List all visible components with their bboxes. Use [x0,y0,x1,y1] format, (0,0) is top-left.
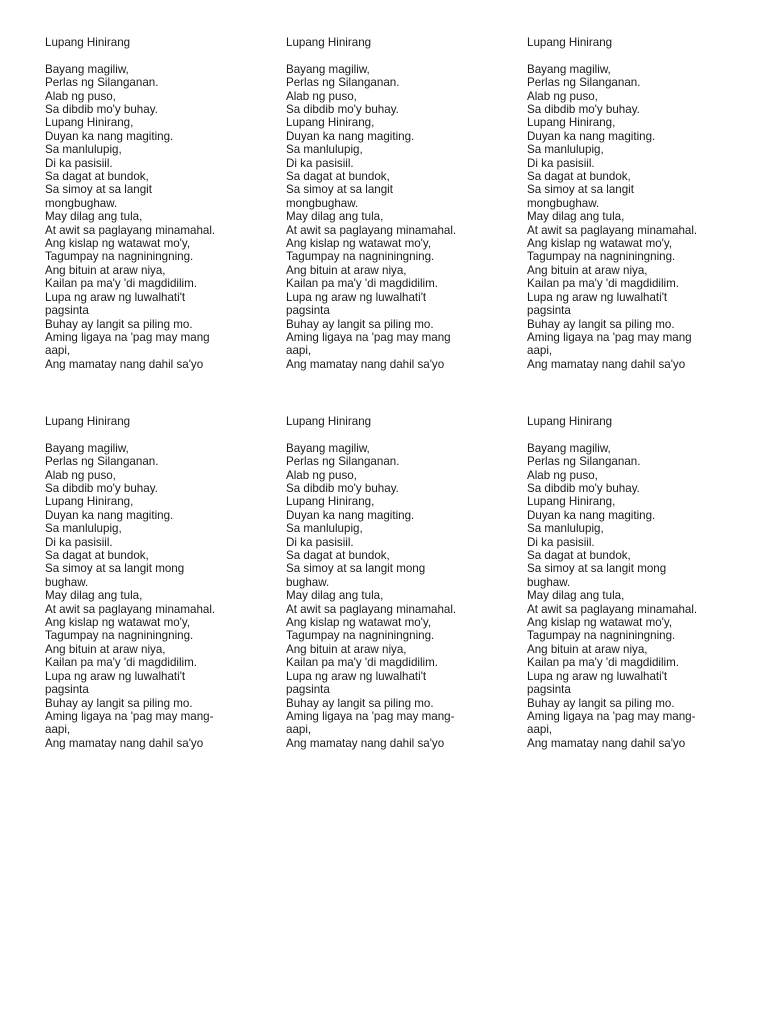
lyric-line: Buhay ay langit sa piling mo. [45,696,193,710]
lyric-line: Sa manlulupig, [286,143,363,157]
lyric-line: Sa dagat at bundok, [45,549,149,563]
lyric-line: pagsinta [527,683,571,697]
lyric-line: Ang mamatay nang dahil sa'yo [527,736,686,750]
anthem-copy [286,36,516,371]
lyric-line: Tagumpay na nagniningning. [286,629,435,643]
lyric-line: pagsinta [286,304,330,318]
bottom-row [0,415,768,775]
lyric-line: Lupa ng araw ng luwalhati't [527,290,668,304]
lyric-line: Alab ng puso, [286,468,357,482]
lyric-line: Sa simoy at sa langit mong [527,562,667,576]
lyric-line: Duyan ka nang magiting. [286,508,415,522]
lyric-line: Bayang magiliw, [286,441,370,455]
lyric-line: Tagumpay na nagniningning. [45,629,194,643]
lyric-line: Lupang Hinirang, [45,116,134,130]
lyric-line: Buhay ay langit sa piling mo. [286,696,434,710]
lyric-line: May dilag ang tula, [45,589,143,603]
anthem-title: Lupang Hinirang [45,36,131,49]
lyric-line: aapi, [527,723,553,737]
lyric-line: May dilag ang tula, [527,210,625,224]
lyric-line: At awit sa paglayang minamahal. [527,223,698,237]
lyric-line: Bayang magiliw, [45,62,129,76]
lyric-line: Bayang magiliw, [527,441,611,455]
lyric-line: Aming ligaya na 'pag may mang- [527,709,696,723]
lyric-line: Perlas ng Silanganan. [527,455,641,469]
lyric-line: Lupang Hinirang, [286,495,375,509]
lyric-line: At awit sa paglayang minamahal. [45,223,216,237]
lyric-line: Ang bituin at araw niya, [45,642,166,656]
lyric-line: At awit sa paglayang minamahal. [286,602,457,616]
lyric-line: Perlas ng Silanganan. [527,76,641,90]
lyric-line: Sa dagat at bundok, [527,170,631,184]
lyric-line: Ang kislap ng watawat mo'y, [45,616,191,630]
anthem-copy [286,415,516,750]
lyric-line: Sa manlulupig, [527,143,604,157]
lyric-line: bughaw. [286,575,330,589]
lyric-line: Kailan pa ma'y 'di magdidilim. [286,277,438,291]
lyric-line: Di ka pasisiil. [286,156,354,170]
lyric-line: Bayang magiliw, [45,441,129,455]
lyric-line: Sa dibdib mo'y buhay. [527,103,640,117]
anthem-lyrics [527,63,757,371]
lyric-line: Alab ng puso, [527,89,598,103]
lyric-line: Di ka pasisiil. [527,156,595,170]
lyric-line: Ang mamatay nang dahil sa'yo [286,357,445,371]
lyric-line: pagsinta [527,304,571,318]
lyric-line: Buhay ay langit sa piling mo. [45,317,193,331]
lyric-line: Duyan ka nang magiting. [45,129,174,143]
lyric-line: Sa dagat at bundok, [45,170,149,184]
lyric-line: aapi, [45,344,71,358]
lyric-line: Duyan ka nang magiting. [527,508,656,522]
lyric-line: At awit sa paglayang minamahal. [286,223,457,237]
lyric-line: Ang kislap ng watawat mo'y, [286,616,432,630]
lyric-line: Kailan pa ma'y 'di magdidilim. [45,656,197,670]
lyric-line: Sa simoy at sa langit [527,183,634,197]
lyric-line: Perlas ng Silanganan. [45,455,159,469]
lyric-line: aapi, [286,344,312,358]
lyric-line: Sa simoy at sa langit [286,183,393,197]
lyric-line: Perlas ng Silanganan. [286,455,400,469]
lyric-line: Sa simoy at sa langit mong [286,562,426,576]
lyric-line: Sa dibdib mo'y buhay. [286,482,399,496]
lyric-line: Sa dagat at bundok, [527,549,631,563]
lyric-line: pagsinta [45,683,89,697]
anthem-copy [527,415,757,750]
lyric-line: Buhay ay langit sa piling mo. [527,696,675,710]
anthem-lyrics [527,442,757,750]
lyric-line: Sa dibdib mo'y buhay. [286,103,399,117]
anthem-copy [45,36,275,371]
lyric-line: Tagumpay na nagniningning. [45,250,194,264]
lyric-line: Sa manlulupig, [45,522,122,536]
lyric-line: At awit sa paglayang minamahal. [45,602,216,616]
lyric-line: Duyan ka nang magiting. [286,129,415,143]
lyric-line: mongbughaw. [527,196,600,210]
lyric-line: Sa manlulupig, [286,522,363,536]
lyric-line: aapi, [527,344,553,358]
lyric-line: Kailan pa ma'y 'di magdidilim. [286,656,438,670]
anthem-lyrics [286,442,516,750]
lyric-line: Sa dibdib mo'y buhay. [45,482,158,496]
lyric-line: Di ka pasisiil. [45,535,113,549]
lyric-line: bughaw. [45,575,89,589]
lyric-line: Di ka pasisiil. [45,156,113,170]
lyric-line: Alab ng puso, [45,468,116,482]
anthem-lyrics [45,442,275,750]
lyric-line: mongbughaw. [45,196,118,210]
anthem-copy [45,415,275,750]
lyric-line: Lupang Hinirang, [527,116,616,130]
lyric-line: Bayang magiliw, [527,62,611,76]
lyric-line: Perlas ng Silanganan. [45,76,159,90]
lyric-line: pagsinta [286,683,330,697]
lyric-line: May dilag ang tula, [286,589,384,603]
lyric-line: Di ka pasisiil. [527,535,595,549]
lyric-line: Aming ligaya na 'pag may mang [45,330,210,344]
lyric-line: mongbughaw. [286,196,359,210]
lyric-line: Di ka pasisiil. [286,535,354,549]
lyric-line: Tagumpay na nagniningning. [527,629,676,643]
anthem-title: Lupang Hinirang [286,415,372,428]
lyric-line: bughaw. [527,575,571,589]
anthem-copy [527,36,757,371]
lyric-line: Ang kislap ng watawat mo'y, [286,237,432,251]
top-row [0,36,768,396]
lyric-line: Sa manlulupig, [45,143,122,157]
anthem-lyrics [286,63,516,371]
lyric-line: Ang bituin at araw niya, [527,642,648,656]
lyric-line: Aming ligaya na 'pag may mang- [45,709,214,723]
lyric-line: Ang bituin at araw niya, [286,642,407,656]
lyric-line: Lupa ng araw ng luwalhati't [286,290,427,304]
lyric-line: aapi, [286,723,312,737]
lyric-line: Duyan ka nang magiting. [527,129,656,143]
lyric-line: May dilag ang tula, [527,589,625,603]
lyric-line: Lupa ng araw ng luwalhati't [286,669,427,683]
lyric-line: Buhay ay langit sa piling mo. [527,317,675,331]
lyric-line: aapi, [45,723,71,737]
lyric-line: Sa simoy at sa langit [45,183,152,197]
lyric-line: Tagumpay na nagniningning. [286,250,435,264]
anthem-title: Lupang Hinirang [45,415,131,428]
lyric-line: Alab ng puso, [286,89,357,103]
lyric-line: Aming ligaya na 'pag may mang- [286,709,455,723]
lyric-line: Kailan pa ma'y 'di magdidilim. [527,277,679,291]
lyric-line: Lupang Hinirang, [527,495,616,509]
lyric-line: Bayang magiliw, [286,62,370,76]
lyric-line: Duyan ka nang magiting. [45,508,174,522]
lyric-line: Sa manlulupig, [527,522,604,536]
lyric-line: May dilag ang tula, [45,210,143,224]
anthem-title: Lupang Hinirang [527,415,613,428]
lyric-line: Lupang Hinirang, [286,116,375,130]
lyric-line: Tagumpay na nagniningning. [527,250,676,264]
lyric-line: Lupang Hinirang, [45,495,134,509]
lyric-line: Buhay ay langit sa piling mo. [286,317,434,331]
lyric-line: Sa simoy at sa langit mong [45,562,185,576]
lyric-line: Ang mamatay nang dahil sa'yo [45,736,204,750]
lyric-line: Alab ng puso, [45,89,116,103]
lyric-line: Lupa ng araw ng luwalhati't [45,290,186,304]
lyric-line: Ang bituin at araw niya, [286,263,407,277]
lyric-line: Ang mamatay nang dahil sa'yo [45,357,204,371]
lyric-line: Sa dagat at bundok, [286,170,390,184]
lyric-line: Aming ligaya na 'pag may mang [286,330,451,344]
lyric-line: Kailan pa ma'y 'di magdidilim. [527,656,679,670]
lyric-line: Ang bituin at araw niya, [527,263,648,277]
lyric-line: Ang kislap ng watawat mo'y, [45,237,191,251]
lyric-line: Sa dagat at bundok, [286,549,390,563]
lyric-line: Alab ng puso, [527,468,598,482]
anthem-title: Lupang Hinirang [286,36,372,49]
lyric-line: Ang kislap ng watawat mo'y, [527,616,673,630]
lyric-line: May dilag ang tula, [286,210,384,224]
lyric-line: Lupa ng araw ng luwalhati't [45,669,186,683]
anthem-title: Lupang Hinirang [527,36,613,49]
anthem-lyrics [45,63,275,371]
lyric-line: Ang kislap ng watawat mo'y, [527,237,673,251]
lyric-line: Sa dibdib mo'y buhay. [45,103,158,117]
lyric-line: Perlas ng Silanganan. [286,76,400,90]
lyric-line: Lupa ng araw ng luwalhati't [527,669,668,683]
lyric-line: Sa dibdib mo'y buhay. [527,482,640,496]
lyric-line: Aming ligaya na 'pag may mang [527,330,692,344]
lyric-line: Ang mamatay nang dahil sa'yo [527,357,686,371]
lyric-line: Kailan pa ma'y 'di magdidilim. [45,277,197,291]
lyric-line: At awit sa paglayang minamahal. [527,602,698,616]
lyric-line: Ang mamatay nang dahil sa'yo [286,736,445,750]
lyric-line: Ang bituin at araw niya, [45,263,166,277]
lyric-line: pagsinta [45,304,89,318]
